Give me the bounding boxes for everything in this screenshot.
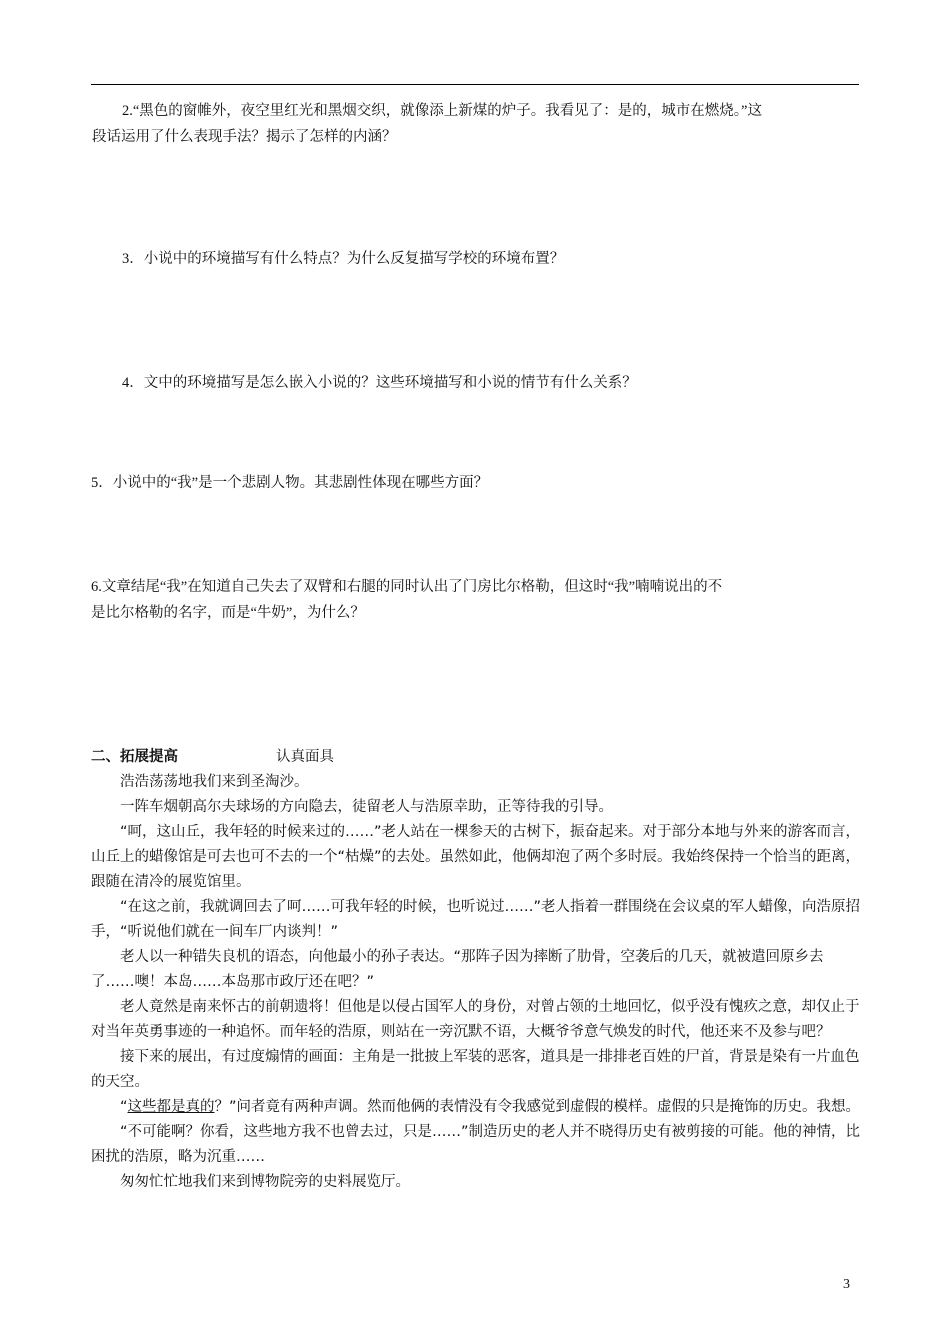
paragraph: 接下来的展出，有过度煽情的画面：主角是一批披上军装的恶客，道具是一排排老百姓的尸首，背景是染有一片血色的天空。 xyxy=(91,1049,860,1090)
question-2 xyxy=(92,98,867,150)
question-2-line1: 2.“黑色的窗帷外，夜空里红光和黑烟交织，就像添上新煤的炉子。我看见了：是的，城市在燃烧。”这 xyxy=(122,103,762,119)
header-rule xyxy=(91,84,859,85)
paragraph: 匆匆忙忙地我们来到博物院旁的史料展览厅。 xyxy=(120,1174,410,1190)
section-heading-row xyxy=(91,745,863,770)
paragraph-underlined-quote: “这些都是真的？”问者竟有两种声调。然而他俩的表情没有令我感觉到虚假的模样。虚假的只是掩饰的历史。我想。 xyxy=(120,1099,861,1115)
paragraph: “在这之前，我就调回去了呵……可我年轻的时候，也听说过……”老人指着一群围绕在会议桌的军人蜡像，向浩原招手，“听说他们就在一间车厂内谈判！” xyxy=(91,899,861,940)
question-6-line2: 是比尔格勒的名字，而是“牛奶”，为什么？ xyxy=(91,605,365,621)
question-3: 3．小说中的环境描写有什么特点？为什么反复描写学校的环境布置？ xyxy=(122,251,565,267)
paragraph: “呵，这山丘，我年轻的时候来过的……”老人站在一棵参天的古树下，振奋起来。对于部分本地与外来的游客而言，山丘上的蜡像馆是可去也可不去的一个“枯燥”的去处。虽然如此，他俩却泡了两个多时辰。我始终保持一个恰当的距离，跟随在清冷的展览馆里。 xyxy=(91,824,861,890)
page-number: 3 xyxy=(843,1277,850,1292)
extension-section xyxy=(91,745,863,1195)
question-4: 4．文中的环境描写是怎么嵌入小说的？这些环境描写和小说的情节有什么关系？ xyxy=(122,375,637,391)
question-2-line2: 段话运用了什么表现手法？揭示了怎样的内涵？ xyxy=(92,129,397,145)
question-6-line1: 6.文章结尾“我”在知道自己失去了双臂和右腿的同时认出了门房比尔格勒，但这时“我”喃喃说出的不 xyxy=(91,579,723,595)
section-heading: 二、拓展提高 xyxy=(91,749,178,765)
question-6 xyxy=(91,574,866,626)
paragraph: 一阵车烟朝高尔夫球场的方向隐去，徒留老人与浩原幸助，正等待我的引导。 xyxy=(120,799,613,815)
paragraph-rest: ？”问者竟有两种声调。然而他俩的表情没有令我感觉到虚假的模样。虚假的只是掩饰的历史。我想。 xyxy=(214,1099,861,1115)
paragraph: “不可能啊？你看，这些地方我不也曾去过，只是……”制造历史的老人并不晓得历史有被剪接的可能。他的神情，比困扰的浩原，略为沉重…… xyxy=(91,1124,861,1165)
question-5: 5．小说中的“我”是一个悲剧人物。其悲剧性体现在哪些方面？ xyxy=(91,475,489,491)
paragraph: 老人以一种错失良机的语态，向他最小的孙子表达。“那阵子因为摔断了肋骨，空袭后的几天，就被遣回原乡去了……噢！本岛……本岛那市政厅还在吧？” xyxy=(91,949,824,990)
paragraph: 老人竟然是南来怀古的前朝遗将！但他是以侵占国军人的身份，对曾占领的土地回忆，似乎没有愧疚之意，却仅止于对当年英勇事迹的一种追怀。而年轻的浩原，则站在一旁沉默不语，大概爷爷意气焕发的时代，他还来不及参与吧？ xyxy=(91,999,860,1040)
underlined-quote: 这些都是真的 xyxy=(127,1099,215,1115)
article-title: 认真面具 xyxy=(276,749,334,765)
paragraph: 浩浩荡荡地我们来到圣淘沙。 xyxy=(120,774,309,790)
